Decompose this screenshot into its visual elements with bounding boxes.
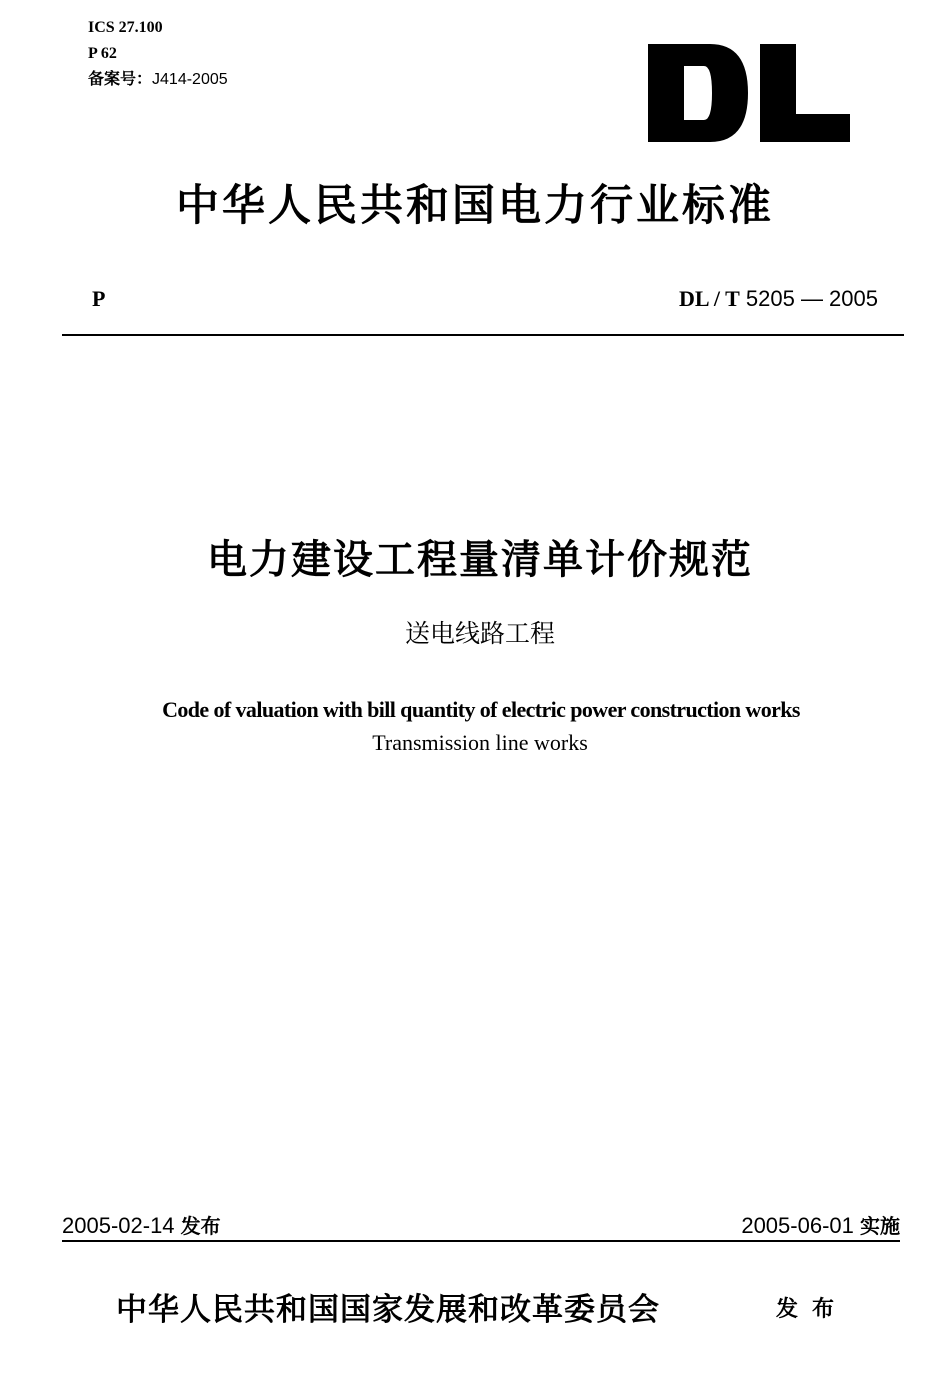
- standard-code: 5205 — 2005: [745, 286, 878, 311]
- bottom-rule-divider: [62, 1240, 900, 1242]
- top-rule-divider: [62, 334, 904, 336]
- document-title-en: Code of valuation with bill quantity of electric power construction works: [162, 697, 800, 722]
- dl-logo: [648, 44, 850, 142]
- issue-date: 2005-02-14 发布: [62, 1213, 221, 1238]
- document-subtitle-cn: 送电线路工程: [404, 619, 555, 648]
- implementation-date: 2005-06-01 实施: [741, 1213, 900, 1238]
- filing-value: J414-2005: [152, 71, 228, 88]
- industry-standard-title: 中华人民共和国电力行业标准: [176, 181, 774, 231]
- classification-code: P: [92, 286, 106, 311]
- standard-number: [679, 286, 878, 312]
- ccs-code: P 62: [88, 45, 117, 62]
- issued-label: 发布: [776, 1297, 849, 1322]
- issue-label: 发布: [180, 1214, 221, 1238]
- issuing-authority: 中华人民共和国国家发展和改革委员会: [116, 1292, 660, 1328]
- document-subtitle-en: Transmission line works: [372, 730, 588, 755]
- document-title-cn: 电力建设工程量清单计价规范: [207, 537, 753, 583]
- filing-label: 备案号：: [88, 71, 153, 88]
- filing-number: [88, 70, 228, 90]
- standard-prefix: DL / T: [679, 286, 740, 311]
- implementation-label: 实施: [860, 1214, 900, 1238]
- ics-code: ICS 27.100: [88, 19, 163, 36]
